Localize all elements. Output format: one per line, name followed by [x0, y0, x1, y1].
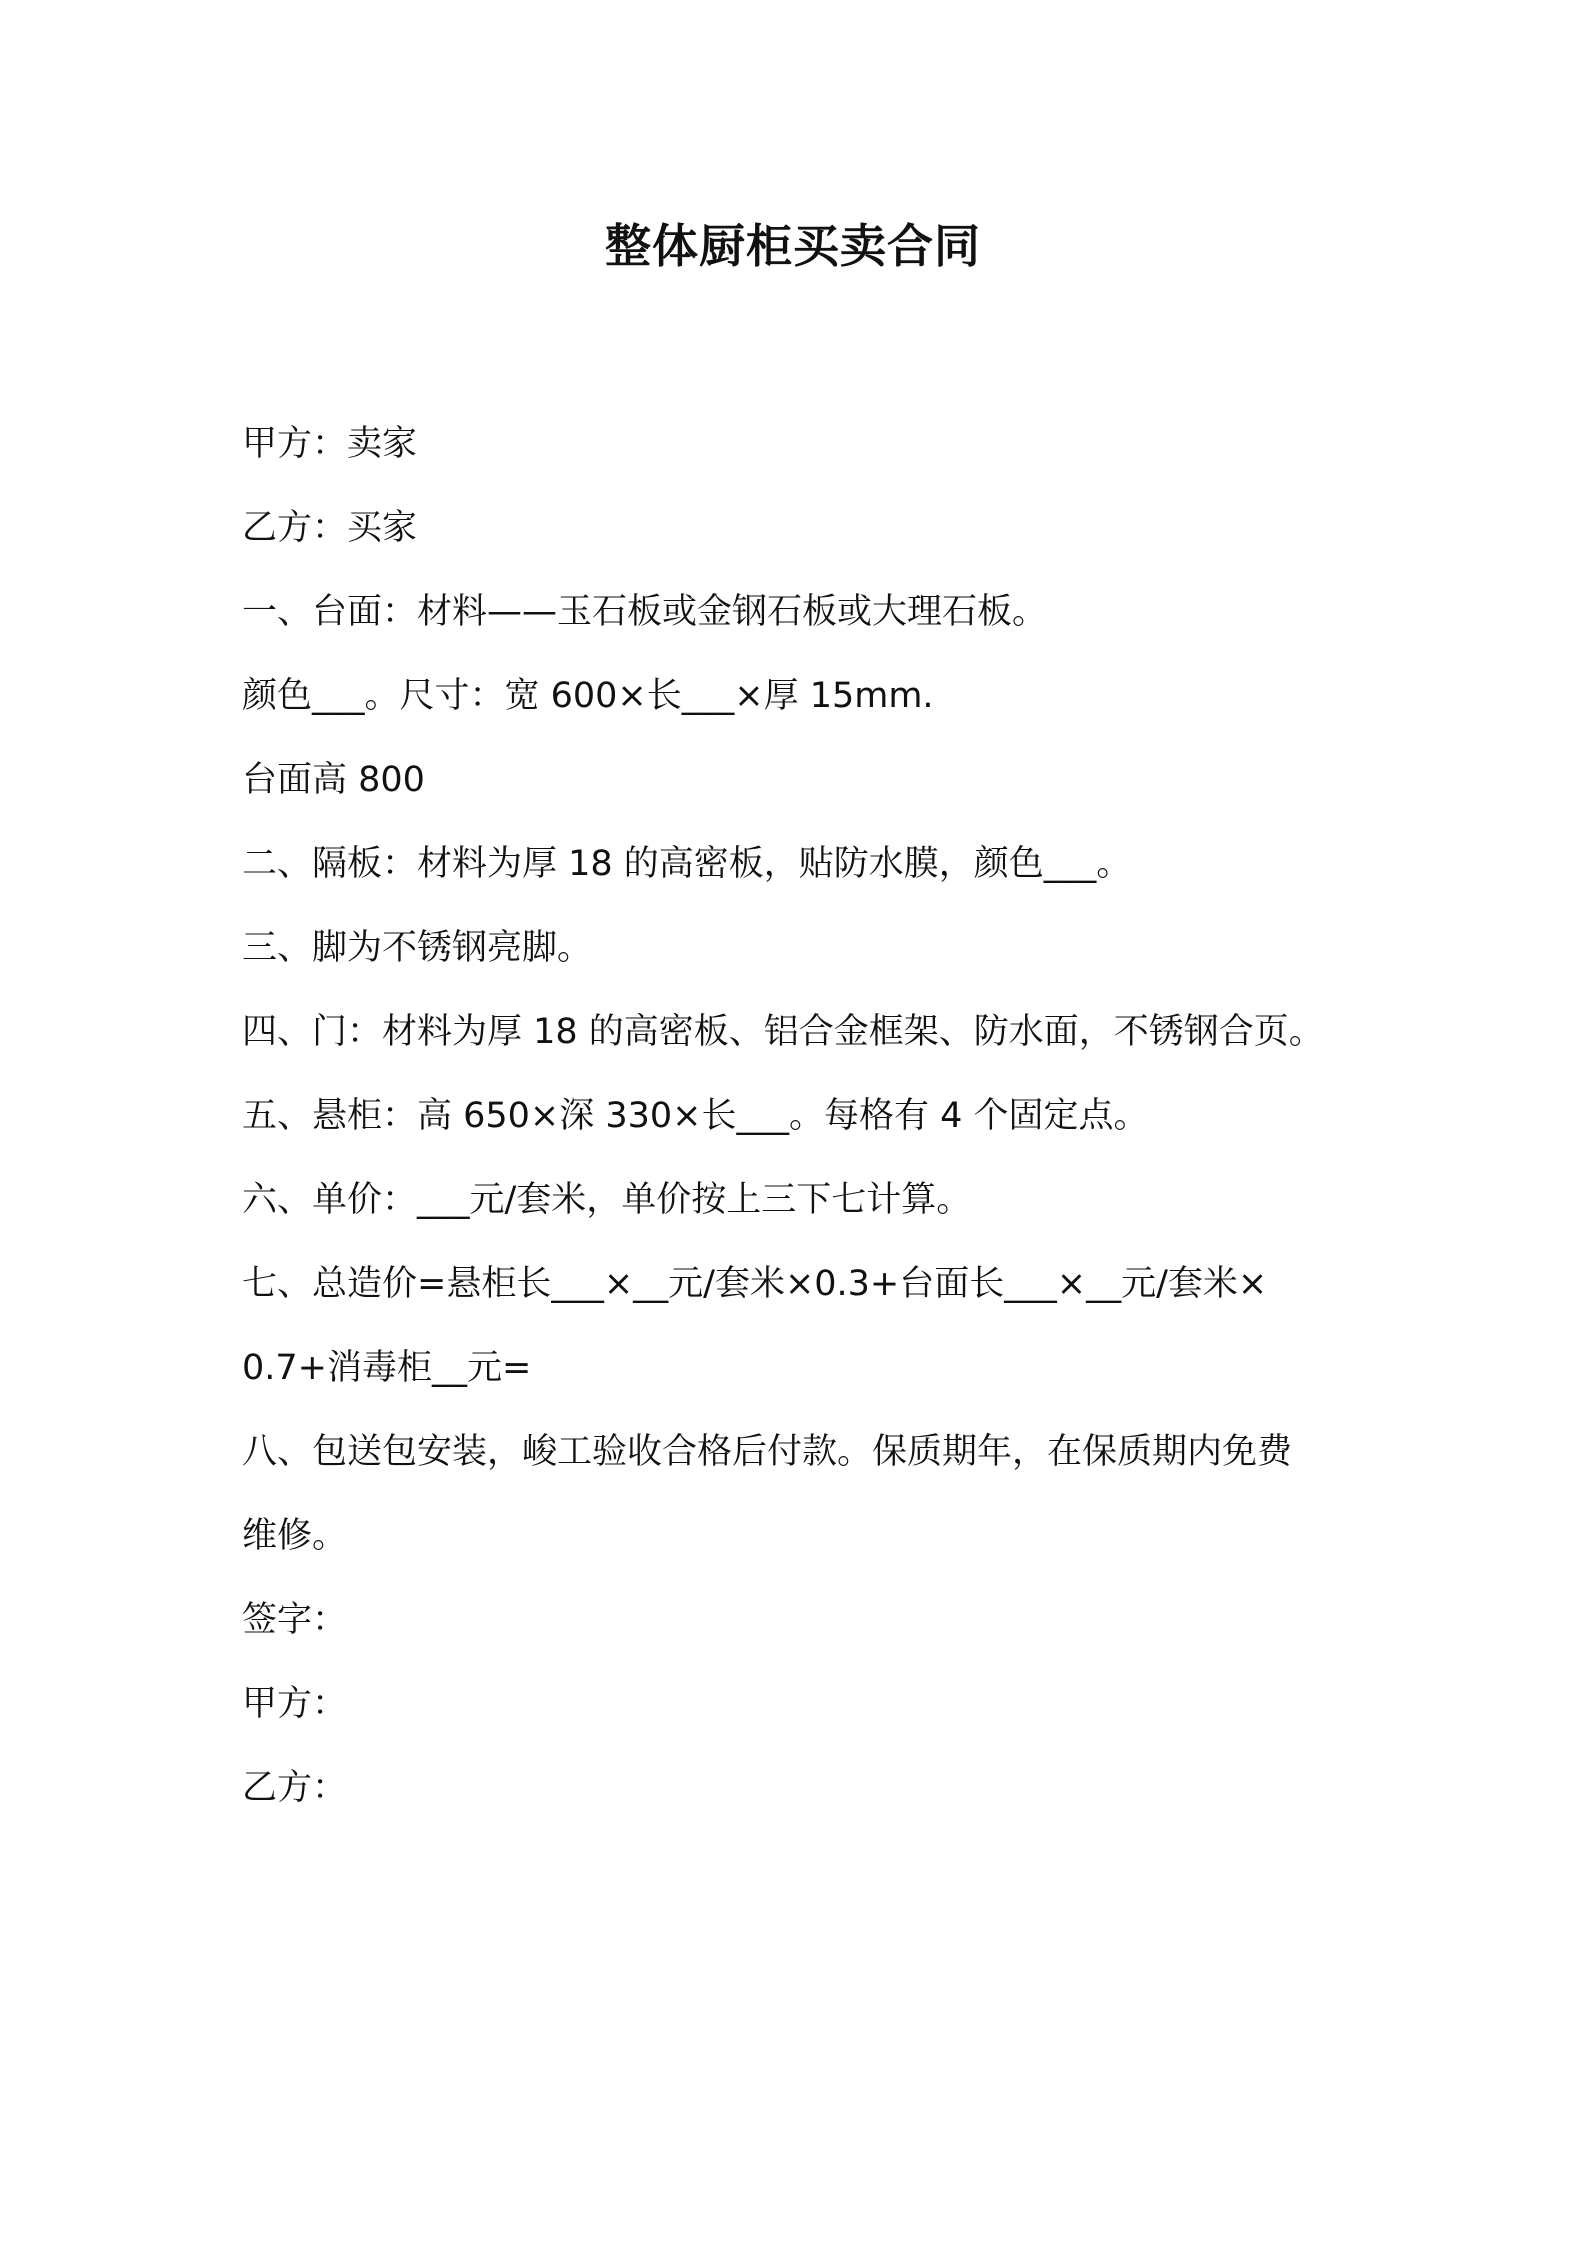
clause-1-countertop: 一、台面：材料——玉石板或金钢石板或大理石板。 [242, 592, 1048, 632]
signature-party-b: 乙方： [242, 1768, 348, 1808]
clause-7-total-price-cont: 0.7+消毒柜__元= [242, 1348, 532, 1388]
document-body [242, 402, 1402, 1830]
clause-4-door: 四、门：材料为厚 18 的高密板、铝合金框架、防水面，不锈钢合页。 [242, 1012, 1324, 1052]
document-title: 整体厨柜买卖合同 [605, 219, 981, 273]
signature-party-a: 甲方： [242, 1684, 348, 1724]
clause-8-delivery: 八、包送包安装，峻工验收合格后付款。保质期年，在保质期内免费 [242, 1432, 1293, 1472]
clause-8-delivery-cont: 维修。 [242, 1516, 348, 1556]
clause-3-feet: 三、脚为不锈钢亮脚。 [242, 928, 593, 968]
clause-1-color-size: 颜色___。尺寸：宽 600×长___×厚 15mm. [242, 676, 934, 716]
clause-2-shelf: 二、隔板：材料为厚 18 的高密板，贴防水膜，颜色___。 [242, 844, 1132, 884]
party-b-line: 乙方：买家 [242, 508, 418, 548]
clause-1-height: 台面高 800 [242, 760, 425, 800]
clause-6-unit-price: 六、单价：___元/套米，单价按上三下七计算。 [242, 1180, 972, 1220]
clause-5-wall-cabinet: 五、悬柜：高 650×深 330×长___。每格有 4 个固定点。 [242, 1096, 1149, 1136]
clause-7-total-price: 七、总造价=悬柜长___×__元/套米×0.3+台面长___×__元/套米× [242, 1264, 1268, 1304]
signature-label: 签字： [242, 1600, 348, 1640]
party-a-line: 甲方：卖家 [242, 424, 418, 464]
